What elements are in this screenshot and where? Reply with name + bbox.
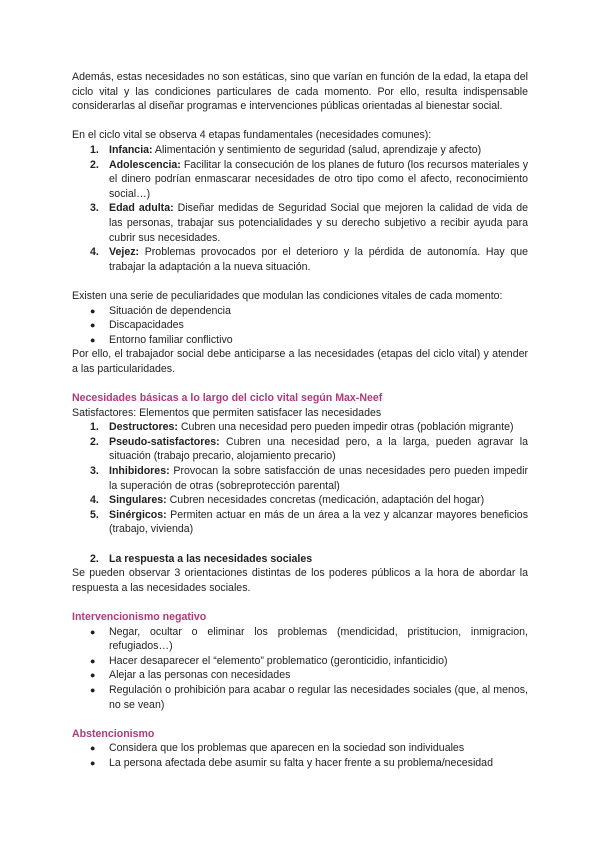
bullet-icon: ● <box>90 320 96 331</box>
list-item: ● La persona afectada debe asumir su falta y hacer frente a su problema/necesidad <box>90 756 493 769</box>
list-item: 5. Sinérgicos: Permiten actuar en más de un área a la vez y alcanzar mayores beneficios (trabajo, vivienda) <box>90 508 528 536</box>
max-neef-lead: Satisfactores: Elementos que permiten satisfacer las necesidades <box>72 406 382 419</box>
list-item: 1. Infancia: Alimentación y sentimiento de seguridad (salud, aprendizaje y afecto) <box>90 143 482 156</box>
bullet-icon: ● <box>90 757 96 768</box>
item-term: Inhibidores: <box>109 465 170 478</box>
list-item: 4. Singulares: Cubren necesidades concretas (medicación, adaptación del hogar) <box>90 494 485 507</box>
bullet-icon: ● <box>90 334 96 345</box>
list-item: ● Hacer desaparecer el “elemento” problematico (geronticidio, infanticidio) <box>90 654 448 667</box>
bullet-icon: ● <box>90 626 96 637</box>
bullet-icon: ● <box>90 684 96 695</box>
abstencionismo-list <box>72 741 528 770</box>
intervencionismo-list <box>72 625 528 713</box>
ciclo-vital-lead: En el ciclo vital se observa 4 etapas fundamentales (necesidades comunes): <box>72 129 432 142</box>
list-item: 2. Adolescencia: Facilitar la consecución de los planes de futuro (los recursos materiales y el dinero podrían enmascarar necesidades de otro tipo como el afecto, reconocimiento social…) <box>90 158 528 200</box>
item-term: Infancia: <box>109 143 153 156</box>
bullet-icon: ● <box>90 305 96 316</box>
max-neef-heading: Necesidades básicas a lo largo del ciclo vital según Max-Neef <box>72 392 383 405</box>
list-item: ● Discapacidades <box>90 319 184 332</box>
item-term: Destructores: <box>109 421 178 434</box>
ciclo-vital-list <box>72 143 528 274</box>
bullet-icon: ● <box>90 670 96 681</box>
list-item: 3. Inhibidores: Provocan la sobre satisfacción de unas necesidades pero pueden impedir la superación de otras (sobreprotección parental) <box>90 465 528 492</box>
intervencionismo-heading: Intervencionismo negativo <box>72 610 207 623</box>
list-item: 2. Pseudo-satisfactores: Cubren una necesidad pero, a la larga, pueden agravar la situación (trabajo precario, alojamiento precario) <box>90 435 528 463</box>
list-item: 1. Destructores: Cubren una necesidad pero pueden impedir otras (población migrante) <box>90 421 514 434</box>
item-term: Pseudo-satisfactores: <box>109 435 220 448</box>
peculiaridades-lead: Existen una serie de peculiaridades que modulan las condiciones vitales de cada momento: <box>72 289 503 302</box>
peculiaridades-list <box>72 304 528 348</box>
respuesta-paragraph: Se pueden observar 3 orientaciones distintas de los poderes públicos a la hora de abordar la respuesta a las necesidades sociales. <box>72 567 528 594</box>
item-term: Vejez: <box>109 246 140 259</box>
list-item: ● Entorno familiar conflictivo <box>90 333 233 346</box>
list-item: ● Alejar a las personas con necesidades <box>90 669 291 682</box>
section-title-respuesta: 2. La respuesta a las necesidades sociales <box>90 552 313 565</box>
peculiaridades-closing: Por ello, el trabajador social debe anticiparse a las necesidades (etapas del ciclo vital) y atender a las particularidades. <box>72 348 528 375</box>
item-term: Edad adulta: <box>109 202 174 215</box>
item-term: Adolescencia: <box>109 158 181 171</box>
list-item: ● Considera que los problemas que aparecen en la sociedad son individuales <box>90 742 465 755</box>
document-content <box>72 70 528 771</box>
list-item: ● Negar, ocultar o eliminar los problemas (mendicidad, pristitucion, inmigracion, refugiados…) <box>90 625 528 653</box>
intro-paragraph: Además, estas necesidades no son estáticas, sino que varían en función de la edad, la etapa del ciclo vital y las condiciones particulares de cada momento. Por ello, resulta indispensable considerarlas al diseñar programas e intervenciones públicas orientadas al bienestar social. <box>72 71 528 113</box>
bullet-icon: ● <box>90 743 96 754</box>
bullet-icon: ● <box>90 655 96 666</box>
abstencionismo-heading: Abstencionismo <box>72 727 155 740</box>
item-term: Sinérgicos: <box>109 508 167 521</box>
satisfactores-list <box>72 420 528 537</box>
list-item: 4. Vejez: Problemas provocados por el deterioro y la pérdida de autonomía. Hay que trabajar la adaptación a la nueva situación. <box>90 246 528 273</box>
item-term: Singulares: <box>109 494 167 507</box>
list-item: 3. Edad adulta: Diseñar medidas de Seguridad Social que mejoren la calidad de vida de las personas, trabajar sus potencialidades y su derecho subjetivo a recibir ayuda para cubrir sus necesidades. <box>90 202 528 244</box>
list-item: ● Situación de dependencia <box>90 304 231 317</box>
list-item: ● Regulación o prohibición para acabar o regular las necesidades sociales (que, al menos, no se vean) <box>90 683 528 711</box>
